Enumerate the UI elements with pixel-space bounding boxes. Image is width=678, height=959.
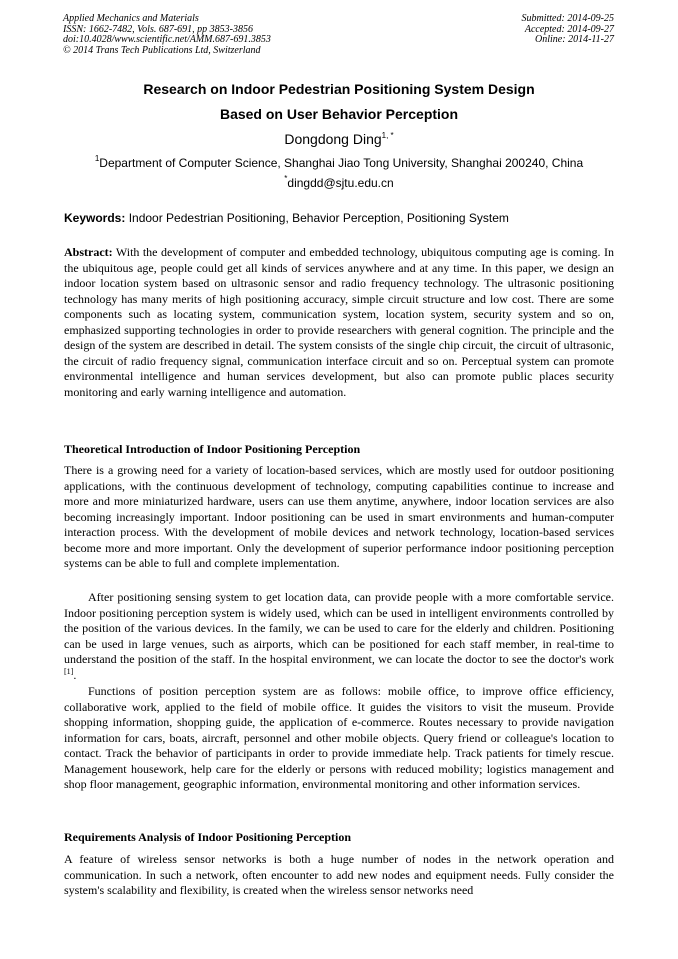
citation-ref: [1]: [64, 666, 74, 676]
abstract-label: Abstract:: [64, 245, 113, 259]
author-name: Dongdong Ding: [284, 131, 382, 147]
accepted-date: Accepted: 2014-09-27: [524, 23, 614, 35]
paragraph: Functions of position perception system are as follows: mobile office, to improve office efficiency, collaborative work, applied to the field of mobile office. It guides the visitors to visit the museum. Provide shopping information, shopping guide, the application of e-commerce. Routes necessary to provide navigation information for cars, boats, aircraft, personnel and other mobile objects. Query friend or colleague's location to contact. Track the behavior of participants in order to provide immediate help. Track patients for timely rescue. Management housework, help care for the elderly or persons with reduced mobility; logistics management and shop floor management, geographic information, environmental monitoring and other information services.: [64, 684, 614, 791]
keywords-text: Indoor Pedestrian Positioning, Behavior Perception, Positioning System: [125, 211, 509, 225]
journal-copyright: © 2014 Trans Tech Publications Ltd, Switzerland: [63, 44, 261, 56]
section-heading-theoretical-introduction: Theoretical Introduction of Indoor Positioning Perception: [64, 442, 361, 456]
email-marker: *: [284, 174, 288, 183]
paragraph: There is a growing need for a variety of location-based services, which are mostly used for outdoor positioning applications, with the continuous development of technology, computing capabilities continue to increase and more and more miniaturized hardware, users can use them anytime, anywhere, indoor location services are also becoming increasingly important. Indoor positioning can be used in smart environments and human-computer interaction process. With the development of mobile devices and network technology, location-based services become more and more important. Only the development of superior performance indoor positioning perception systems can be able to full and complete implementation.: [64, 463, 614, 570]
abstract: [64, 245, 614, 400]
author-email: [0, 176, 678, 190]
journal-header-right: [522, 14, 615, 46]
paragraph: A feature of wireless sensor networks is both a huge number of nodes in the network operation and communication. In such a network, often encounter to add new nodes and equipment needs. Fully consider the system's scalability and flexibility, is created when the wireless sensor networks need: [64, 852, 614, 897]
section-heading-requirements-analysis: Requirements Analysis of Indoor Positioning Perception: [64, 830, 352, 844]
submitted-date: Submitted: 2014-09-25: [521, 13, 614, 24]
affiliation-text: Department of Computer Science, Shanghai Jiao Tong University, Shanghai 200240, China: [99, 156, 584, 170]
journal-issn: ISSN: 1662-7482, Vols. 687-691, pp 3853-3856: [63, 23, 253, 35]
journal-header-left: [63, 14, 271, 56]
author-marker: 1, *: [381, 131, 394, 140]
keywords-label: Keywords:: [64, 211, 126, 225]
paragraph: [64, 590, 614, 683]
affiliation: [0, 156, 678, 170]
keywords: [64, 211, 509, 225]
paragraph-text: After positioning sensing system to get location data, can provide people with a more comfortable service. Indoor positioning perception system is widely used, which can be used in intelligent environments controlled by the position of the various devices. In the family, we can be used to care for the elderly and children. Positioning can be used in large venues, such as airports, which can be positioned for each staff member, in real-time to understand the position of the staff. In the hospital environment, we can locate the doctor to see the doctor's work: [64, 590, 614, 666]
online-date: Online: 2014-11-27: [535, 34, 614, 46]
journal-name: Applied Mechanics and Materials: [63, 13, 199, 24]
journal-doi: doi:10.4028/www.scientific.net/AMM.687-691.3853: [63, 34, 271, 46]
paper-title-line-2: Based on User Behavior Perception: [219, 106, 459, 122]
paragraph-end: .: [73, 667, 77, 682]
paper-title-line-1: Research on Indoor Pedestrian Positioning System Design: [143, 81, 535, 97]
author-line: [0, 131, 678, 147]
affiliation-marker: 1: [94, 154, 100, 163]
email-text[interactable]: dingdd@sjtu.edu.cn: [287, 176, 394, 190]
abstract-text: With the development of computer and embedded technology, ubiquitous computing age is coming. In the ubiquitous age, people could get all kinds of services anywhere and at any time. In this paper, we design an indoor location system based on ultrasonic sensor and radio frequency technology. The ultrasonic positioning technology has many merits of high positioning accuracy, simple circuit structure and low cost. There are some components such as locating system, communication system, location system, security system and so on, emphasized supporting technologies in order to provide researchers with general cognition. The principle and the design of the system are described in detail. The system consists of the single chip circuit, the circuit of ultrasonic, the circuit of radio frequency signal, communication interface circuit and so on. Perceptual system can promote environmental intelligence and human services development, but also can promote public places security monitoring and early warning intelligence and automation.: [64, 245, 614, 399]
